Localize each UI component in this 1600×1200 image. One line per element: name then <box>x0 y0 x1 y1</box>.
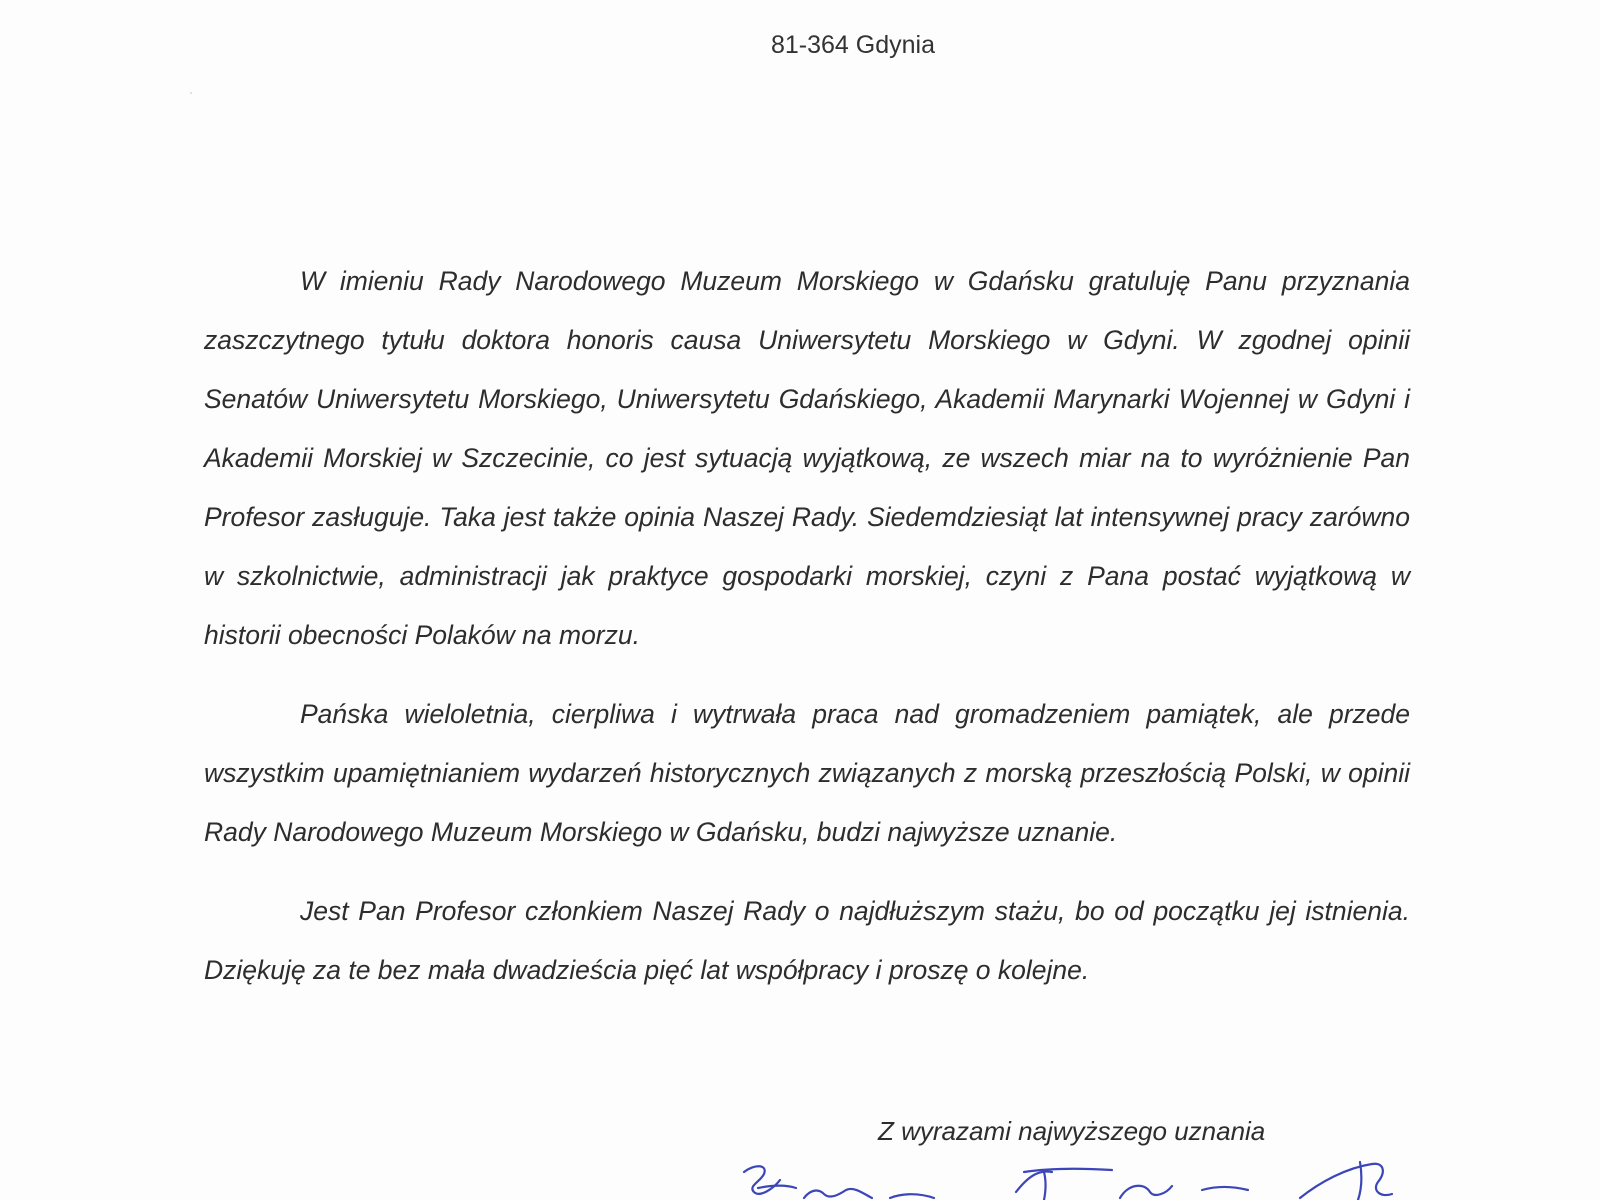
letter-paragraph-3: Jest Pan Profesor członkiem Naszej Rady o najdłuższym stażu, bo od początku jej istnienia. Dziękuję za te bez mała dwadzieścia pięć lat współpracy i proszę o kolejne. <box>204 896 1410 985</box>
recipient-address-city: 81-364 Gdynia <box>770 31 935 59</box>
scan-speck <box>190 92 192 94</box>
handwritten-signature <box>740 1158 1440 1200</box>
letter-body <box>204 252 1410 1000</box>
closing-formula: Z wyrazami najwyższego uznania <box>878 1116 1266 1146</box>
letter-paragraph-2: Pańska wieloletnia, cierpliwa i wytrwała praca nad gromadzeniem pamiątek, ale przede wszystkim upamiętnianiem wydarzeń historycznych związanych z morską przeszłością Polski, w opinii Rady Narodowego Muzeum Morskiego w Gdańsku, budzi najwyższe uznanie. <box>204 699 1410 847</box>
letter-paragraph-1: W imieniu Rady Narodowego Muzeum Morskiego w Gdańsku gratuluję Panu przyznania zaszczytnego tytułu doktora honoris causa Uniwersytetu Morskiego w Gdyni. W zgodnej opinii Senatów Uniwersytetu Morskiego, Uniwersytetu Gdańskiego, Akademii Marynarki Wojennej w Gdyni i Akademii Morskiej w Szczecinie, co jest sytuacją wyjątkową, ze wszech miar na to wyróżnienie Pan Profesor zasługuje. Taka jest także opinia Naszej Rady. Siedemdziesiąt lat intensywnej pracy zarówno w szkolnictwie, administracji jak praktyce gospodarki morskiej, czyni z Pana postać wyjątkową w historii obecności Polaków na morzu. <box>204 266 1410 650</box>
